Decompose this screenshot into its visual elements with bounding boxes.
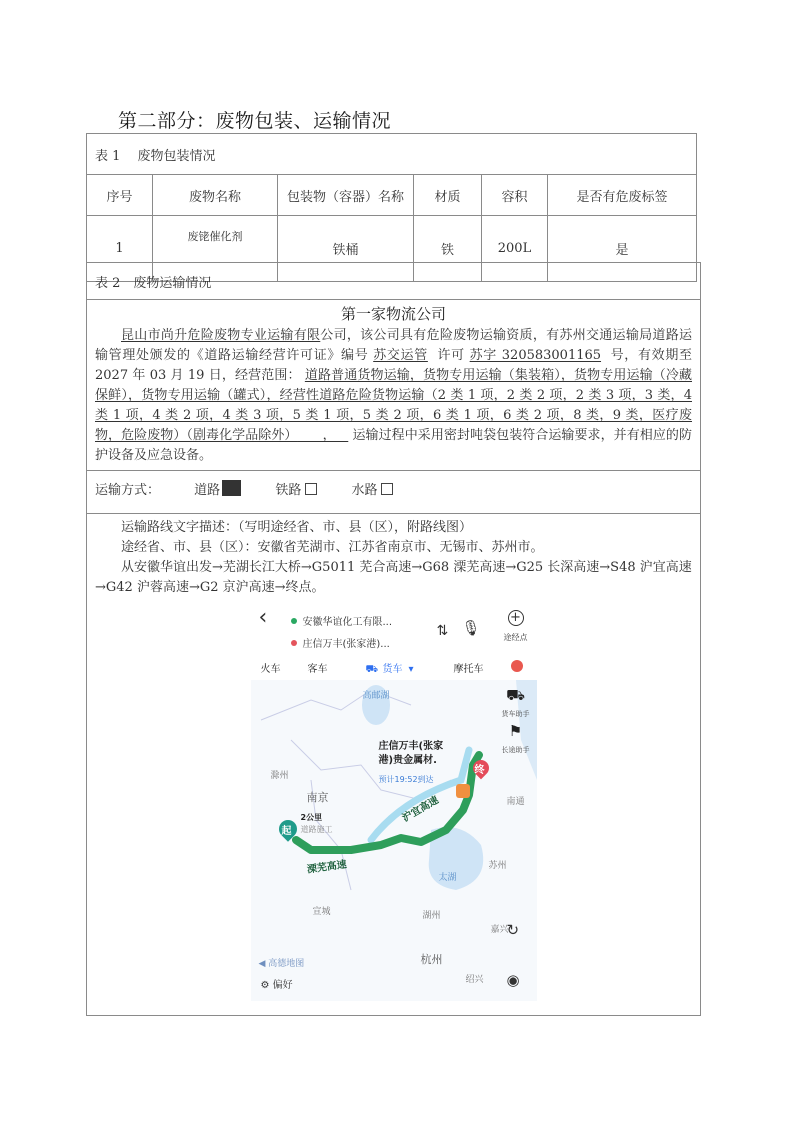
notification-badge-icon[interactable] xyxy=(511,660,523,672)
company-name: 昆山市尚升危险废物专业运输有限 xyxy=(121,328,321,343)
mode-rail-label: 铁路 xyxy=(275,483,302,498)
table2-caption: 表 2 废物运输情况 xyxy=(87,263,701,300)
destination-text: 庄信万丰(张家港)... xyxy=(302,639,390,650)
cell-material: 铁 xyxy=(414,216,482,282)
tab-motorcycle[interactable]: 摩托车 xyxy=(453,664,484,675)
cell-index: 1 xyxy=(87,216,153,282)
map-label: 南通 xyxy=(506,797,525,807)
truck-assistant-label: 货车助手 xyxy=(501,710,530,718)
route-cell xyxy=(87,514,701,1016)
route-path: 从安徽华谊出发→芜湖长江大桥→G5011 芜合高速→G68 溧芜高速→G25 长深高速→S48 沪宜高速→G42 沪蓉高速→G2 京沪高速→终点。 xyxy=(95,560,692,595)
header-cell: 材质 xyxy=(414,175,482,216)
transport-mode-cell xyxy=(87,471,701,514)
cell-volume: 200L xyxy=(482,216,548,282)
long-haul-icon: ⚑ xyxy=(508,722,523,740)
route-via: 途经省、市、县（区）：安徽省芜湖市、江苏省南京市、无锡市、苏州市。 xyxy=(121,540,544,555)
transport-mode-tabs xyxy=(251,654,537,680)
para-text: 运输过程中采用密封吨袋包装符合运输要求，并有相应的防护设备及应急设备。 xyxy=(95,428,692,463)
business-scope: 道路普通货物运输，货物专用运输（集装箱），货物专用运输（冷藏保鲜），货物专用运输（罐式），经营性道路危险货物运输（2 类 1 项，2 类 2 项，2 类 3 项，3 类，4 类 1 项，4 类 2 项，4 类 3 项，5 类 1 项，5 类 2 项，6 类 1 项，6 类 2 项，8 类，9 类，医疗废物，危险废物）（剧毒化学品除外） xyxy=(95,368,692,443)
checkbox-icon[interactable] xyxy=(305,483,317,495)
destination-dot-icon xyxy=(291,640,297,646)
origin-field[interactable] xyxy=(291,613,393,633)
cell-container: 铁桶 xyxy=(278,216,414,282)
permit-number: 苏字 320583001165 xyxy=(469,348,602,363)
company-title: 第一家物流公司 xyxy=(340,305,446,323)
map-search-bar xyxy=(251,606,537,654)
locate-icon[interactable]: ◉ xyxy=(506,971,520,989)
chevron-down-icon[interactable]: ▾ xyxy=(408,664,414,675)
transport-table xyxy=(86,262,701,1016)
preference-label: 偏好 xyxy=(272,980,293,991)
tab-coach[interactable]: 客车 xyxy=(307,664,328,675)
tab-truck-icon[interactable]: ⛟ xyxy=(365,664,379,675)
route-text-block xyxy=(95,518,692,598)
permit-prefix: 苏交运管 xyxy=(373,348,428,363)
destination-poi-name: 庄信万丰(张家 港)贵金属材. xyxy=(378,741,444,766)
header-cell: 包装物（容器）名称 xyxy=(278,175,414,216)
route-map-screenshot xyxy=(251,606,537,1001)
long-haul-assistant-button[interactable] xyxy=(499,722,533,760)
road-label: 沪宜高速 xyxy=(400,794,441,825)
back-icon[interactable]: ‹ xyxy=(258,606,268,630)
map-label: 杭州 xyxy=(420,953,443,966)
header-cell: 是否有危废标签 xyxy=(548,175,697,216)
mode-road[interactable] xyxy=(194,483,241,498)
via-label: 途经点 xyxy=(503,633,528,642)
checkbox-icon[interactable] xyxy=(381,483,393,495)
refresh-icon[interactable]: ↻ xyxy=(506,921,520,939)
section-title: 第二部分：废物包装、运输情况 xyxy=(118,110,392,132)
map-label: 湖州 xyxy=(422,911,441,921)
table-header-row xyxy=(87,175,697,216)
transport-mode-label: 运输方式： xyxy=(95,483,161,498)
header-cell: 废物名称 xyxy=(153,175,278,216)
route-desc-label: 运输路线文字描述：（写明途经省、市、县（区），附路线图） xyxy=(121,520,473,535)
table1-caption: 表 1 废物包装情况 xyxy=(87,134,697,175)
map-label: 宣城 xyxy=(312,907,331,917)
swap-icon[interactable]: ⇅ xyxy=(436,623,449,639)
tab-truck[interactable]: 货车 xyxy=(382,664,403,675)
checkbox-checked-icon[interactable] xyxy=(222,480,241,496)
mode-water-label: 水路 xyxy=(351,483,378,498)
eta-text: 预计19:52到达 xyxy=(378,775,434,784)
plus-icon: + xyxy=(508,610,524,626)
map-label: 太湖 xyxy=(438,873,457,883)
end-marker-label: 终 xyxy=(474,765,485,776)
preference-button[interactable]: ⚙ 偏好 xyxy=(260,980,293,991)
cell-waste-name: 废铑催化剂 xyxy=(153,216,278,282)
map-label: 嘉兴 xyxy=(490,925,509,935)
para-text: 许可 xyxy=(437,348,465,363)
route-map-holder xyxy=(251,606,537,1001)
add-via-button[interactable] xyxy=(499,610,533,648)
map-canvas[interactable] xyxy=(251,680,537,1001)
microphone-icon[interactable]: 🎙 xyxy=(461,619,481,637)
packaging-table xyxy=(86,133,697,282)
map-label: 高邮湖 xyxy=(362,691,390,701)
map-background xyxy=(251,680,537,1001)
truck-icon: ⛟ xyxy=(506,686,525,704)
origin-text: 安徽华谊化工有限... xyxy=(302,617,393,628)
header-cell: 序号 xyxy=(87,175,153,216)
parking-icon xyxy=(456,784,470,798)
map-logo: ◀ 高德地图 xyxy=(258,959,305,969)
map-label: 绍兴 xyxy=(465,975,484,985)
destination-field[interactable] xyxy=(291,635,390,655)
map-label: 滁州 xyxy=(270,771,289,781)
road-label: 溧芜高速 xyxy=(305,859,348,876)
cell-label: 是 xyxy=(548,216,697,282)
tab-train[interactable]: 火车 xyxy=(260,664,281,675)
map-logo-text: 高德地图 xyxy=(268,959,305,969)
truck-assistant-button[interactable] xyxy=(499,686,533,724)
road-work-note: 道路施工 xyxy=(300,825,333,834)
start-distance: 2公里 xyxy=(300,813,323,822)
para-text: 公司，该公司具有危险废物运输资质，有苏州交通运输局道路运输管理处颁发的《道路运输经营许可证》编号 xyxy=(95,328,692,363)
origin-dot-icon xyxy=(291,618,297,624)
header-cell: 容积 xyxy=(482,175,548,216)
company-info-cell: 第一家物流公司 昆山市尚升危险废物专业运输有限公司，该公司具有危险废物运输资质，有苏州交通运输局道路运输管理处颁发的《道路运输经营许可证》编号 苏交运管 许可 苏字 320583001165 号，有效期至 2027 年 03 月 19 日，经营范围： 道路普通货物运输，货物专用运输（集装箱），货物专用运输（冷藏保鲜），货物专用运输（罐式），经营性道路危险货物运输（2 类 1 项，2 类 2 项，2 类 3 项，3 类，4 类 1 项，4 类 2 项，4 类 3 项，5 类 1 项，5 类 2 项，6 类 1 项，6 类 2 项，8 类，9 类，医疗废物，危险废物）（剧毒化学品除外） ， 运输过程中采用密封吨袋包装符合运输要求，并有相应的防护设备及应急设备。 xyxy=(87,300,701,471)
start-marker-label: 起 xyxy=(281,826,292,837)
mode-road-label: 道路 xyxy=(194,483,221,498)
mode-rail[interactable] xyxy=(275,483,317,498)
mode-water[interactable] xyxy=(351,483,393,498)
map-label: 苏州 xyxy=(488,861,507,871)
para-text: 号，有效期至 2027 年 03 月 19 日，经营范围： xyxy=(95,348,692,383)
long-haul-assistant-label: 长途助手 xyxy=(501,746,530,754)
map-label: 南京 xyxy=(306,791,329,804)
